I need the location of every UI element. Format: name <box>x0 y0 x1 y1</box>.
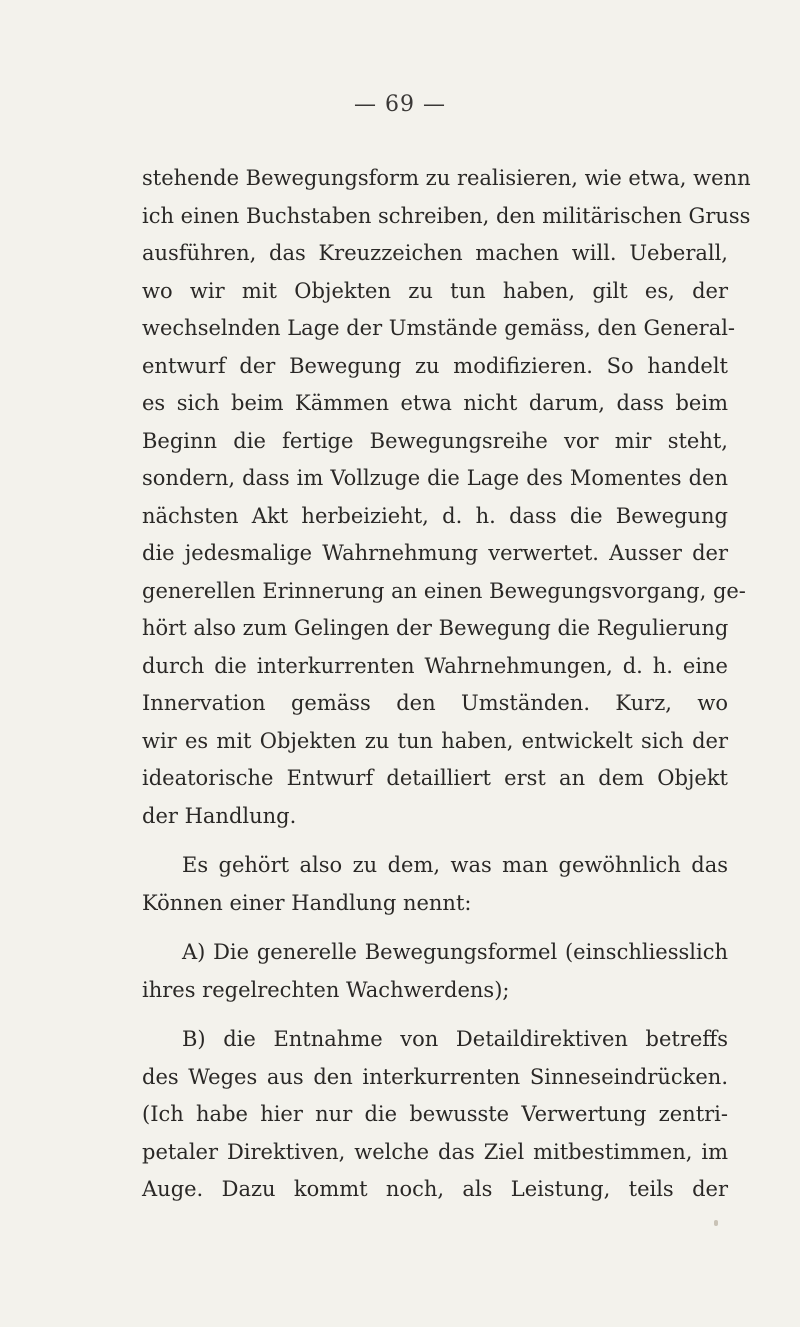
text-line: sondern, dass im Vollzuge die Lage des Momentes den <box>142 466 728 490</box>
text-line: Können einer Handlung nennt: <box>142 890 472 915</box>
text-line: die jedesmalige Wahrnehmung verwertet. Ausser der <box>142 541 728 565</box>
text-line: Es gehört also zu dem, was man gewöhnlich das <box>182 853 728 877</box>
text-line: durch die interkurrenten Wahrnehmungen, d. h. eine <box>142 653 728 678</box>
text-line: des Weges aus den interkurrenten Sinneseindrücken. <box>142 1064 728 1089</box>
text-line: wechselnden Lage der Umstände gemäss, den General- <box>142 316 736 340</box>
text-line: ihres regelrechten Wachwerdens); <box>142 977 510 1002</box>
text-line: (Ich habe hier nur die bewusste Verwertung zentri- <box>142 1102 728 1126</box>
text-line: Auge. Dazu kommt noch, als Leistung, teils der <box>142 1177 728 1201</box>
text-line: ideatorische Entwurf detailliert erst an dem Objekt <box>142 766 728 790</box>
text-line: Innervation gemäss den Umständen. Kurz, wo <box>142 691 728 715</box>
text-line: Beginn die fertige Bewegungsreihe vor mir steht, <box>142 428 728 453</box>
text-line: hört also zum Gelingen der Bewegung die Regulierung <box>142 616 729 640</box>
paragraph-2 <box>142 847 728 922</box>
text-line: petaler Direktiven, welche das Ziel mitbestimmen, im <box>142 1139 728 1164</box>
text-line: entwurf der Bewegung zu modifizieren. So handelt <box>142 353 728 378</box>
paragraph-1 <box>142 160 751 835</box>
text-line: B) die Entnahme von Detaildirektiven betreffs <box>182 1027 728 1051</box>
text-line: wo wir mit Objekten zu tun haben, gilt es, der <box>142 278 728 303</box>
text-line: ich einen Buchstaben schreiben, den militärischen Gruss <box>142 203 751 228</box>
text-line: generellen Erinnerung an einen Bewegungsvorgang, ge- <box>142 578 746 603</box>
text-line: wir es mit Objekten zu tun haben, entwickelt sich der <box>142 728 728 753</box>
body-text <box>142 160 751 1209</box>
text-line: stehende Bewegungsform zu realisieren, wie etwa, wenn <box>142 166 751 190</box>
text-line: A) Die generelle Bewegungsformel (einschliesslich <box>182 940 728 964</box>
page-number: — 69 — <box>354 92 446 117</box>
paragraph-4 <box>142 1021 728 1209</box>
print-speck <box>714 1220 718 1226</box>
text-line: ausführen, das Kreuzzeichen machen will. Ueberall, <box>142 241 728 265</box>
text-line: nächsten Akt herbeizieht, d. h. dass die Bewegung <box>142 503 728 528</box>
text-line: der Handlung. <box>142 803 297 828</box>
text-line: es sich beim Kämmen etwa nicht darum, dass beim <box>142 391 728 415</box>
paragraph-3 <box>142 934 728 1009</box>
